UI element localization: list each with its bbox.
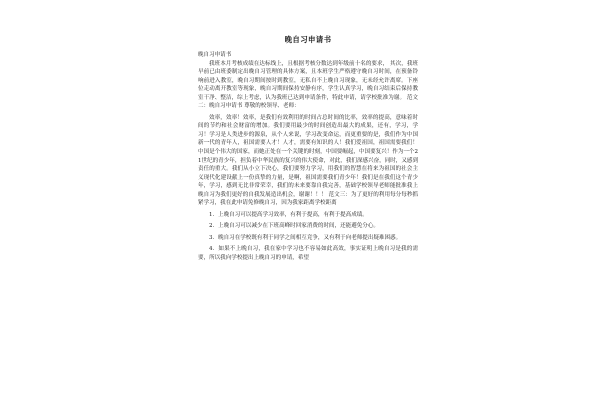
document-page — [198, 34, 418, 400]
list-item-2: 2．上晚自习可以减少在下班高峰时回家消费的时间，还能避免分心。 — [209, 223, 379, 230]
list-item-1: 1．上晚自习可以提高学习效率，有利于提高，有利于提高成绩。 — [209, 211, 368, 218]
list-item-4: 4．如果不上晚自习，我在家中学习也不容易如此高效，事实证明上晚自习是我的需要，所以我向学校提出上晚自习的申请，希望 — [198, 246, 418, 262]
list-item-3: 3．晚自习在学校既有利于同学之间相互竞争，又有利于向老师提出疑难困惑。 — [209, 234, 402, 241]
body-paragraph-2: 效率，效率！效率，是我们有效利用的时间占总时间的比率，效率的提高，意味着时间的节约和社会财富的增加。我们要用最少的时间创造出最大的成果，还有，学习，学习！学习是人类进步的源泉，从个人来说，学习改变命运，而更重要的是，我们作为中国新一代的青年人，祖国需要人才！人才，需要有知识的人！我们爱祖国，祖国需要我们！中国是个伟大的国家，而她正处在一个关键的时刻，中国要崛起，中国要复兴！作为一个21世纪的青少年，担负着中华民族的复兴的伟大使命，对此，我们深感兴奋，同时，又感到责任的重大。我们从小立下决心，我们要努力学习，用我们的智慧在将来为祖国的社会主义现代化建设献上一份真挚的力量，是啊，祖国需要我们青少年！我们是在我们这个青少年，学习，感到无比非常荣幸，我们的未来要靠自我完善，基础学校领导老师能批准我上晚自习为我们更好的自我发展造出机会，谢谢！！！ 范文三：为了更好的利用每分每秒抓紧学习，我在此申请免修晚自习，因为我家距离学校距离 — [198, 114, 418, 207]
body-paragraph-1: 我班本月考核成绩在达标线上，且根据考核分数达到年级前十名的要求， 其次，我班早前已由班委制定出晚自习管理的具体方案，且本班学生严格遵守晚自习时间，在预备铃响前进入教室，晚自习期间按时到教室，无私自不上晚自习现象，无未经允许离席。下座位走动离开教室等现象，晚自习期间保持安静有序，学生认真学习，晚自习结束后保持教室干净、整洁，综上考虑，认为我班已达到申请条件，特此申请，请学校批准为谢。 范文二：晚自习申请书 尊敬的校领导、老师： — [198, 60, 418, 110]
section-heading: 晚自习申请书 — [198, 52, 232, 58]
document-title: 晚自习申请书 — [284, 35, 332, 44]
